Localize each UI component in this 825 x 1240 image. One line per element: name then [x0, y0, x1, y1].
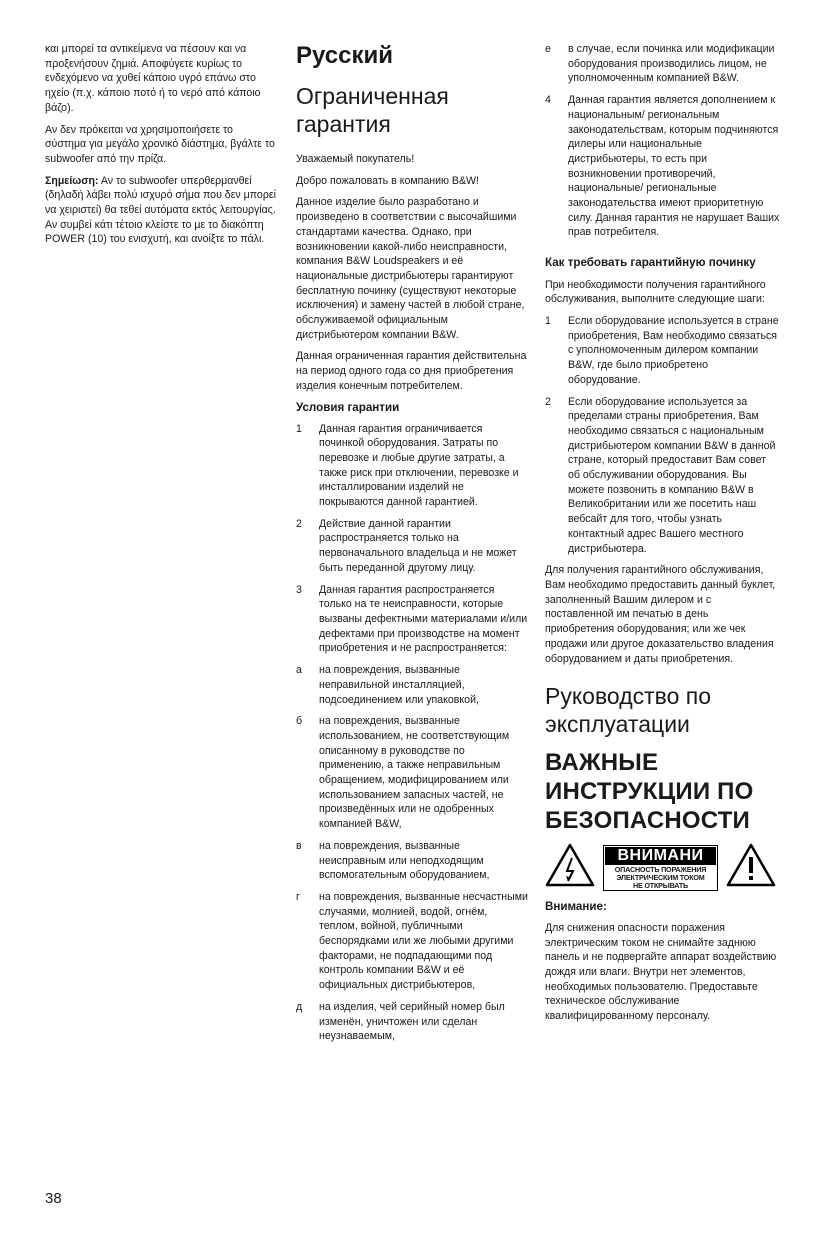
warning-label-row: [545, 843, 780, 892]
item-text: на повреждения, вызванные неправильной инсталляцией, подсоединением или упаковкой,: [319, 664, 479, 706]
condition-item: [296, 517, 528, 576]
item-text: Данная гарантия является дополнением к национальным/ региональным законодательствам, которым подчиняются дилеры или национальные дистрибьютеры, то есть при возникновении противоречий, национальные/ региональные законодательства имеют приоритетную силу. Данная гарантия не нарушает Ваших прав потребителя.: [568, 94, 780, 239]
condition-item: [545, 42, 780, 86]
greek-note-text: Αν το subwoofer υπερθερμανθεί (δηλαδή λάβει πολύ ισχυρό σήμα που δεν μπορεί να χειριστεί) θα τεθεί αυτόματα εκτός λειτουργίας. Αν συμβεί κάτι τέτοιο κλείστε το με το διακόπτη POWER (10) του ενισχυτή, και ανοίξτε το πάλι.: [45, 174, 276, 246]
language-title: Русский: [296, 42, 393, 69]
item-marker: д: [296, 1000, 303, 1013]
warranty-intro: Данное изделие было разработано и произведено в соответствии с высочайшими стандартами качества. Однако, при возникновении какой-либо неисправности, компания B&W Loudspeakers и её национальные дистрибьютеры гарантируют бесплатную починку (существуют некоторые исключения) и замену частей в любой стране, обслуживаемой официальным дистрибьютером компании B&W.: [296, 196, 525, 341]
item-marker: 1: [296, 422, 302, 435]
warranty-period: Данная ограниченная гарантия действительна на период одного года со дня приобретения изделия конечным потребителем.: [296, 350, 527, 392]
greek-note-label: Σημείωση:: [45, 174, 99, 187]
caution-label-line: ЭЛЕКТРИЧЕСКИМ ТОКОМ: [616, 872, 705, 882]
column-greek: [45, 42, 277, 254]
warranty-greeting: Уважаемый покупатель!: [296, 153, 415, 165]
item-text: в случае, если починка или модификации оборудования производились лицом, не уполномоченным компанией B&W.: [568, 43, 775, 85]
condition-item: [296, 890, 528, 993]
caution-title: Внимание:: [545, 899, 607, 913]
item-text: на повреждения, вызванные использованием, не соответствующим описанному в руководстве по применению, а также неправильным обращением, модифицированием или использованием запасных частей, не произведённых или не одобренных компанией B&W,: [319, 715, 510, 831]
step-marker: 2: [545, 395, 551, 408]
greek-paragraph-1: και μπορεί τα αντικείμενα να πέσουν και να προξενήσουν ζημιά. Αποφύγετε κυρίως το ενδεχόμενο να χυθεί κάποιο υγρό επάνω στο ηχείο (π.χ. κάποιο ποτό ή το νερό από κάποιο βάζο).: [45, 43, 261, 114]
item-marker: 4: [545, 94, 551, 107]
item-text: Данная гарантия ограничивается починкой оборудования. Затраты по перевозке и любые другие затраты, а также риск при отключении, перевозке и инсталлировании изделий не покрываются данной гарантией.: [319, 422, 519, 509]
item-marker: а: [296, 664, 302, 677]
column-warranty: [296, 42, 528, 1051]
warranty-welcome: Добро пожаловать в компанию B&W!: [296, 174, 480, 187]
condition-item: [296, 583, 528, 657]
item-marker: е: [545, 43, 551, 55]
warranty-title: Ограниченная гарантия: [296, 83, 449, 137]
caution-label-line: ОПАСНОСТЬ ПОРАЖЕНИЯ: [614, 864, 707, 874]
step-marker: 1: [545, 315, 551, 328]
page-number: 38: [45, 1190, 62, 1207]
greek-paragraph-2: Αν δεν πρόκειται να χρησιμοποιήσετε το σύστημα για μεγάλο χρονικό διάστημα, βγάλτε το subwoofer από την πρίζα.: [45, 123, 275, 165]
greek-note: [45, 174, 277, 248]
claim-title: Как требовать гарантийную починку: [545, 256, 756, 270]
exclamation-warning-icon: [726, 843, 776, 892]
item-marker: 2: [296, 517, 302, 530]
condition-item: [296, 714, 528, 832]
claim-outro: Для получения гарантийного обслуживания, Вам необходимо предоставить данный буклет, заполненный Вашим дилером и с поставленной им печатью в день приобретения оборудования; или же чек продажи или другое доказательство владения оборудованием и даты приобретения.: [545, 564, 776, 665]
conditions-title: Условия гарантии: [296, 400, 400, 414]
caution-label: [603, 845, 718, 891]
item-text: Действие данной гарантии распространяется только на первоначального владельца и не может быть переданной другому лицу.: [319, 517, 517, 574]
condition-item: [296, 422, 528, 510]
condition-item: [545, 93, 780, 240]
condition-item: [296, 1000, 528, 1044]
caution-label-title: ВНИМАНИ: [605, 847, 716, 865]
item-text: на повреждения, вызванные несчастными случаями, молнией, водой, огнём, теплом, войной, публичными беспорядками или же любыми другими факторами, не подпадающими под контроль компании B&W и её официальных дистрибьютеров,: [319, 890, 528, 992]
item-text: на повреждения, вызванные неисправным или неподходящим вспомогательным оборудованием,: [319, 839, 490, 882]
step-text: Если оборудование используется в стране приобретения, Вам необходимо связаться с уполномоченным дилером компании B&W, где было приобретено оборудование.: [568, 315, 779, 386]
item-marker: г: [296, 890, 300, 903]
item-text: на изделия, чей серийный номер был изменён, уничтожен или сделан неузнаваемым,: [319, 1000, 505, 1043]
claim-intro: При необходимости получения гарантийного обслуживания, выполните следующие шаги:: [545, 278, 766, 306]
claim-step: [545, 314, 780, 388]
item-marker: б: [296, 715, 303, 728]
item-marker: в: [296, 839, 302, 852]
column-claim-and-safety: [545, 42, 780, 1031]
caution-label-line: НЕ ОТКРЫВАТЬ: [632, 880, 688, 890]
lightning-warning-icon: [545, 843, 595, 892]
caution-text: Для снижения опасности поражения электрическим током не снимайте заднюю панель и не подвергайте аппарат воздействию дождя или влаги. Внутри нет элементов, необходимых пользователю. Предоставьте техническое обслуживание квалифицированному персоналу.: [545, 921, 777, 1023]
manual-title: Руководство по эксплуатации: [545, 683, 712, 738]
claim-step: [545, 395, 780, 557]
safety-title: ВАЖНЫЕ ИНСТРУКЦИИ ПО БЕЗОПАСНОСТИ: [545, 749, 754, 835]
condition-item: [296, 663, 528, 707]
step-text: Если оборудование используется за пределами страны приобретения, Вам необходимо связаться с национальным дистрибьютером компании B&W в данной стране, который предоставит Вам совет об обслуживании оборудования. Вы можете позвонить в компанию B&W в Великобритании или же посетить наш вебсайт для того, чтобы узнать контактный адрес Вашего местного дистрибьютера.: [568, 395, 776, 555]
condition-item: [296, 839, 528, 883]
item-marker: 3: [296, 583, 302, 596]
item-text: Данная гарантия распространяется только на те неисправности, которые вызваны дефектными материалами и/или дефектами при производстве на момент приобретения и не распространяется:: [319, 583, 528, 655]
